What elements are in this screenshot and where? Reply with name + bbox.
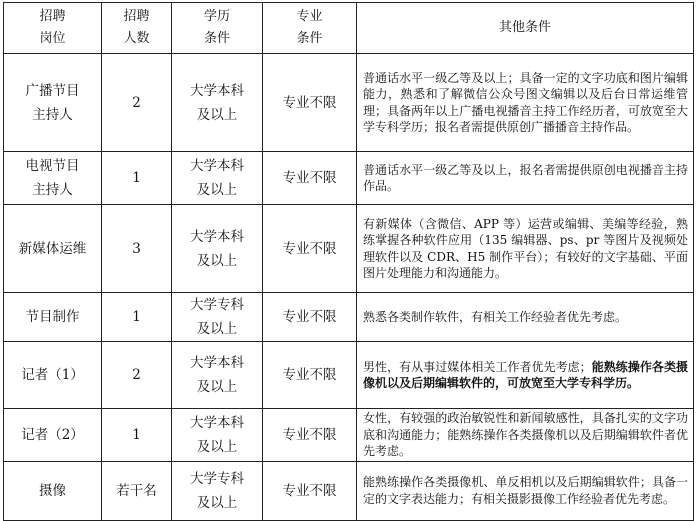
header-major-line-1: 专业 [296, 9, 323, 24]
education-line: 大学本科 [190, 82, 244, 99]
count-cell: 若干名 [102, 461, 172, 520]
table-row [4, 152, 694, 205]
header-count-line-2: 人数 [123, 31, 150, 46]
header-major [263, 3, 357, 54]
conditions-text: 熟悉各类制作软件，有相关工作经验者优先考虑。 [363, 309, 628, 324]
conditions-text: 女性，有较强的政治敏锐性和新闻敏感性，具备扎实的文字功底和沟通能力；能熟练操作各类摄像机以及后期编辑软件者优先考虑。 [363, 411, 688, 458]
education-line: 大学本科 [190, 355, 244, 371]
position-line: 节目制作 [25, 309, 80, 325]
education-line: 大学本科 [190, 228, 244, 245]
major-cell: 专业不限 [263, 342, 357, 409]
header-other-conditions: 其他条件 [357, 3, 694, 54]
position-line: 主持人 [32, 106, 73, 123]
count-cell: 3 [102, 205, 172, 293]
conditions-bold-text: 能熟练操作各类摄像机以及后期编辑软件的，可放宽至大学专科学历。 [363, 359, 688, 390]
education-line: 大学本科 [190, 158, 244, 174]
position-cell [4, 54, 102, 152]
position-cell [4, 293, 102, 342]
count-cell: 1 [102, 409, 172, 462]
position-cell [4, 152, 102, 205]
count-cell: 2 [102, 342, 172, 409]
header-major-line-2: 条件 [296, 31, 323, 46]
header-education [172, 3, 263, 54]
table-row [4, 54, 694, 152]
header-count-line-1: 招聘 [123, 9, 150, 24]
table-row [4, 461, 694, 520]
position-cell [4, 461, 102, 520]
position-line: 广播节目 [25, 82, 80, 99]
education-line: 及以上 [196, 379, 238, 395]
count-cell: 1 [102, 293, 172, 342]
position-line: 摄像 [39, 482, 66, 499]
conditions-cell [357, 293, 694, 342]
education-cell [172, 152, 263, 205]
position-line: 记者（1） [21, 367, 84, 383]
header-count [102, 3, 172, 54]
major-cell: 专业不限 [263, 461, 357, 520]
education-cell [172, 205, 263, 293]
header-education-line-1: 学历 [203, 9, 230, 24]
position-cell [4, 205, 102, 293]
count-cell: 1 [102, 152, 172, 205]
conditions-text: 普通话水平一级乙等及以上；具备一定的文字功底和图片编辑能力，熟悉和了解微信公众号图文编辑以及后台日常运维管理；具备两年以上广播电视播音主持工作经历者，可放宽至大学专科学历；报名者需提供原创广播播音主持作品。 [363, 70, 688, 134]
education-line: 及以上 [196, 182, 238, 198]
header-row [4, 3, 694, 54]
table-row [4, 409, 694, 462]
major-cell: 专业不限 [263, 205, 357, 293]
education-line: 大学专科 [190, 470, 244, 487]
education-cell [172, 54, 263, 152]
header-education-line-2: 条件 [203, 31, 230, 46]
position-line: 主持人 [32, 182, 73, 198]
header-position-line-2: 岗位 [39, 31, 66, 46]
education-cell [172, 409, 263, 462]
conditions-cell [357, 461, 694, 520]
position-line: 电视节目 [25, 158, 80, 174]
conditions-cell [357, 342, 694, 409]
recruitment-table [3, 2, 694, 521]
education-line: 及以上 [196, 494, 238, 511]
education-line: 及以上 [196, 106, 238, 123]
table-row [4, 293, 694, 342]
major-cell: 专业不限 [263, 293, 357, 342]
major-cell: 专业不限 [263, 152, 357, 205]
conditions-text: 男性，有从事过媒体相关工作者优先考虑； [363, 359, 592, 374]
table-row [4, 205, 694, 293]
position-line: 记者（2） [21, 426, 84, 443]
conditions-text: 能熟练操作各类摄像机、单反相机以及后期编辑软件；具备一定的文字表达能力；有相关摄影摄像工作经验者优先考虑。 [363, 475, 688, 506]
header-position [4, 3, 102, 54]
major-cell: 专业不限 [263, 409, 357, 462]
count-cell: 2 [102, 54, 172, 152]
table-row [4, 342, 694, 409]
education-cell [172, 342, 263, 409]
education-line: 及以上 [196, 252, 238, 269]
conditions-text: 普通话水平一级乙等及以上，报名者需提供原创电视播音主持作品。 [363, 162, 688, 193]
position-cell [4, 342, 102, 409]
education-line: 及以上 [196, 438, 238, 455]
conditions-text: 有新媒体（含微信、APP 等）运营或编辑、美编等经验，熟练掌握各种软件应用（135 编辑器、ps、pr 等图片及视频处理软件以及 CDR、H5 制作平台）；有较好的文字基础、平面图片处理能力和沟通能力。 [363, 216, 688, 280]
conditions-cell [357, 54, 694, 152]
conditions-cell [357, 409, 694, 462]
conditions-cell [357, 152, 694, 205]
education-cell [172, 461, 263, 520]
position-line: 新媒体运维 [18, 240, 87, 257]
education-line: 大学专科 [190, 297, 244, 313]
header-position-line-1: 招聘 [39, 9, 66, 24]
conditions-cell [357, 205, 694, 293]
education-line: 及以上 [196, 321, 238, 337]
major-cell: 专业不限 [263, 54, 357, 152]
position-cell [4, 409, 102, 462]
education-line: 大学本科 [190, 414, 244, 431]
education-cell [172, 293, 263, 342]
